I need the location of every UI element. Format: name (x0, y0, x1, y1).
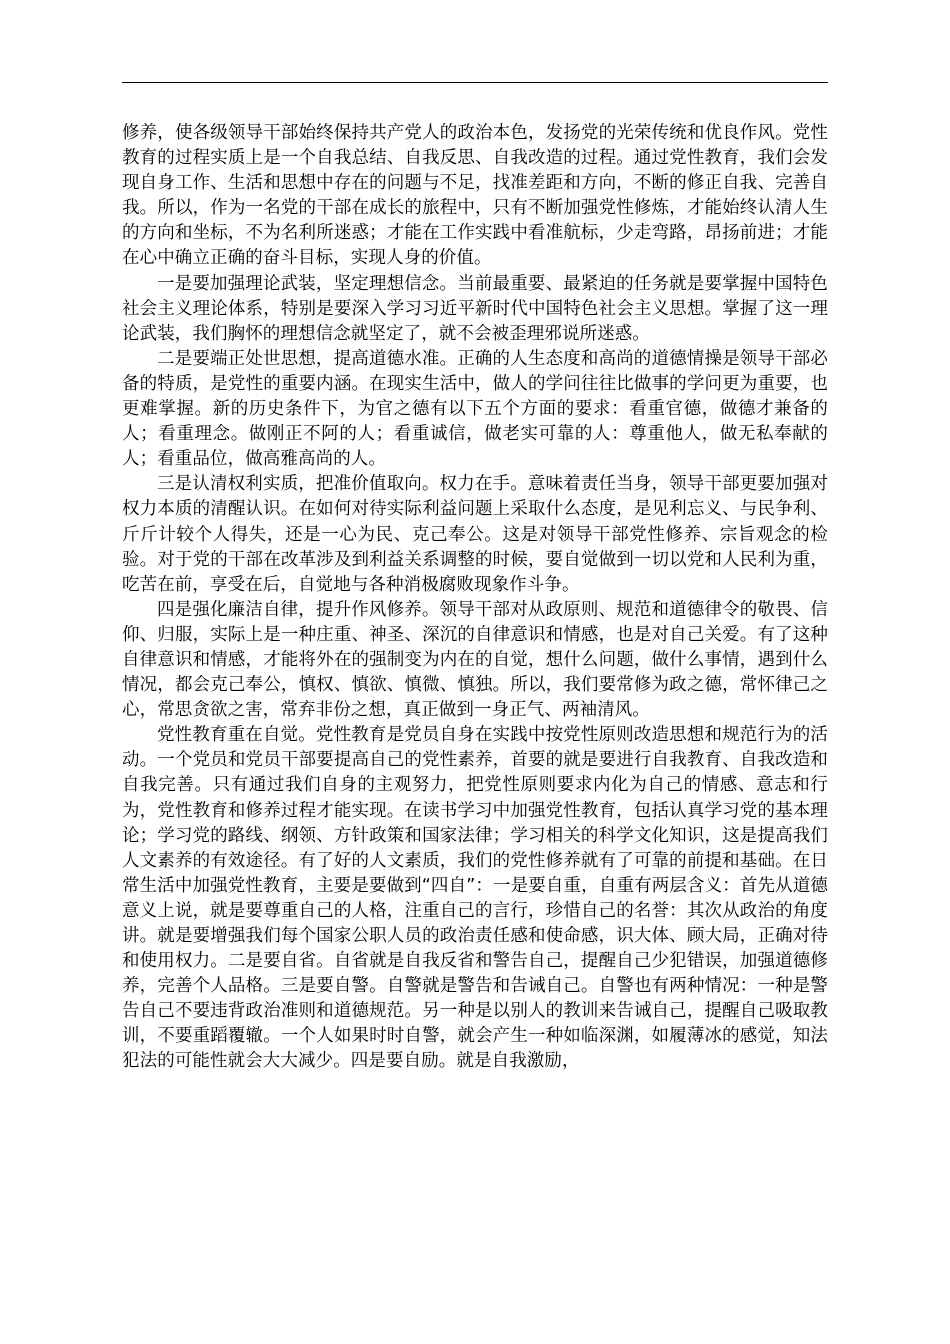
paragraph: 三是认清权利实质，把准价值取向。权力在手。意味着责任当身，领导干部更要加强对权力本质的清醒认识。在如何对待实际利益问题上采取什么态度，是见利忘义、与民争利、斤斤计较个人得失，还是一心为民、克己奉公。这是对领导干部党性修养、宗旨观念的检验。对于党的干部在改革涉及到利益关系调整的时候，要自觉做到一切以党和人民利为重，吃苦在前，享受在后，自觉地与各种消极腐败现象作斗争。 (122, 474, 828, 595)
paragraph: 一是要加强理论武装，坚定理想信念。当前最重要、最紧迫的任务就是要掌握中国特色社会主义理论体系，特别是要深入学习习近平新时代中国特色社会主义思想。掌握了这一理论武装，我们胸怀的理想信念就坚定了，就不会被歪理邪说所迷惑。 (122, 273, 828, 344)
paragraph: 修养，使各级领导干部始终保持共产党人的政治本色，发扬党的光荣传统和优良作风。党性教育的过程实质上是一个自我总结、自我反思、自我改造的过程。通过党性教育，我们会发现自身工作、生活和思想中存在的问题与不足，找准差距和方向，不断的修正自我、完善自我。所以，作为一名党的干部在成长的旅程中，只有不断加强党性修炼，才能始终认清人生的方向和坐标，不为名利所迷惑；才能在工作实践中看准航标，少走弯路，昂扬前进；才能在心中确立正确的奋斗目标，实现人身的价值。 (122, 123, 828, 269)
paragraph: 二是要端正处世思想，提高道德水准。正确的人生态度和高尚的道德情操是领导干部必备的特质，是党性的重要内涵。在现实生活中，做人的学问往往比做事的学问更为重要，也更难掌握。新的历史条件下，为官之德有以下五个方面的要求：看重官德，做德才兼备的人；看重理念。做刚正不阿的人；看重诚信，做老实可靠的人：尊重他人，做无私奉献的人；看重品位，做高雅高尚的人。 (122, 348, 828, 470)
paragraph: 四是强化廉洁自律，提升作风修养。领导干部对从政原则、规范和道德律令的敬畏、信仰、归服，实际上是一种庄重、神圣、深沉的自律意识和情感，也是对自己关爱。有了这种自律意识和情感，才能将外在的强制变为内在的自觉，想什么问题，做什么事情，遇到什么情况，都会克己奉公，慎权、慎欲、慎微、慎独。所以，我们要常修为政之德，常怀律己之心，常思贪欲之害，常弃非份之想，真正做到一身正气、两袖清风。 (122, 599, 828, 721)
paragraph: 党性教育重在自觉。党性教育是党员自身在实践中按党性原则改造思想和规范行为的活动。一个党员和党员干部要提高自己的党性素养，首要的就是要进行自我教育、自我改造和自我完善。只有通过我们自身的主观努力，把党性原则要求内化为自己的情感、意志和行为，党性教育和修养过程才能实现。在读书学习中加强党性教育，包括认真学习党的基本理论；学习党的路线、纲领、方针政策和国家法律；学习相关的科学文化知识，这是提高我们人文素养的有效途径。有了好的人文素质，我们的党性修养就有了可靠的前提和基础。在日常生活中加强党性教育，主要是要做到“四自”：一是要自重，自重有两层含义：首先从道德意义上说，就是要尊重自己的人格，注重自己的言行，珍惜自己的名誉：其次从政治的角度讲。就是要增强我们每个国家公职人员的政治责任感和使命感，识大体、顾大局，正确对待和使用权力。二是要自省。自省就是自我反省和警告自己，提醒自己少犯错误，加强道德修养，完善个人品格。三是要自警。自警就是警告和告诫自己。自警也有两种情况：一种是警告自己不要违背政治准则和道德规范。另一种是以别人的教训来告诫自己，提醒自己吸取教训，不要重蹈覆辙。一个人如果时时自警，就会产生一种如临深渊，如履薄冰的感觉，知法犯法的可能性就会大大减少。四是要自励。就是自我激励， (122, 725, 828, 1072)
header-rule (122, 82, 828, 83)
body-text (122, 121, 828, 1075)
